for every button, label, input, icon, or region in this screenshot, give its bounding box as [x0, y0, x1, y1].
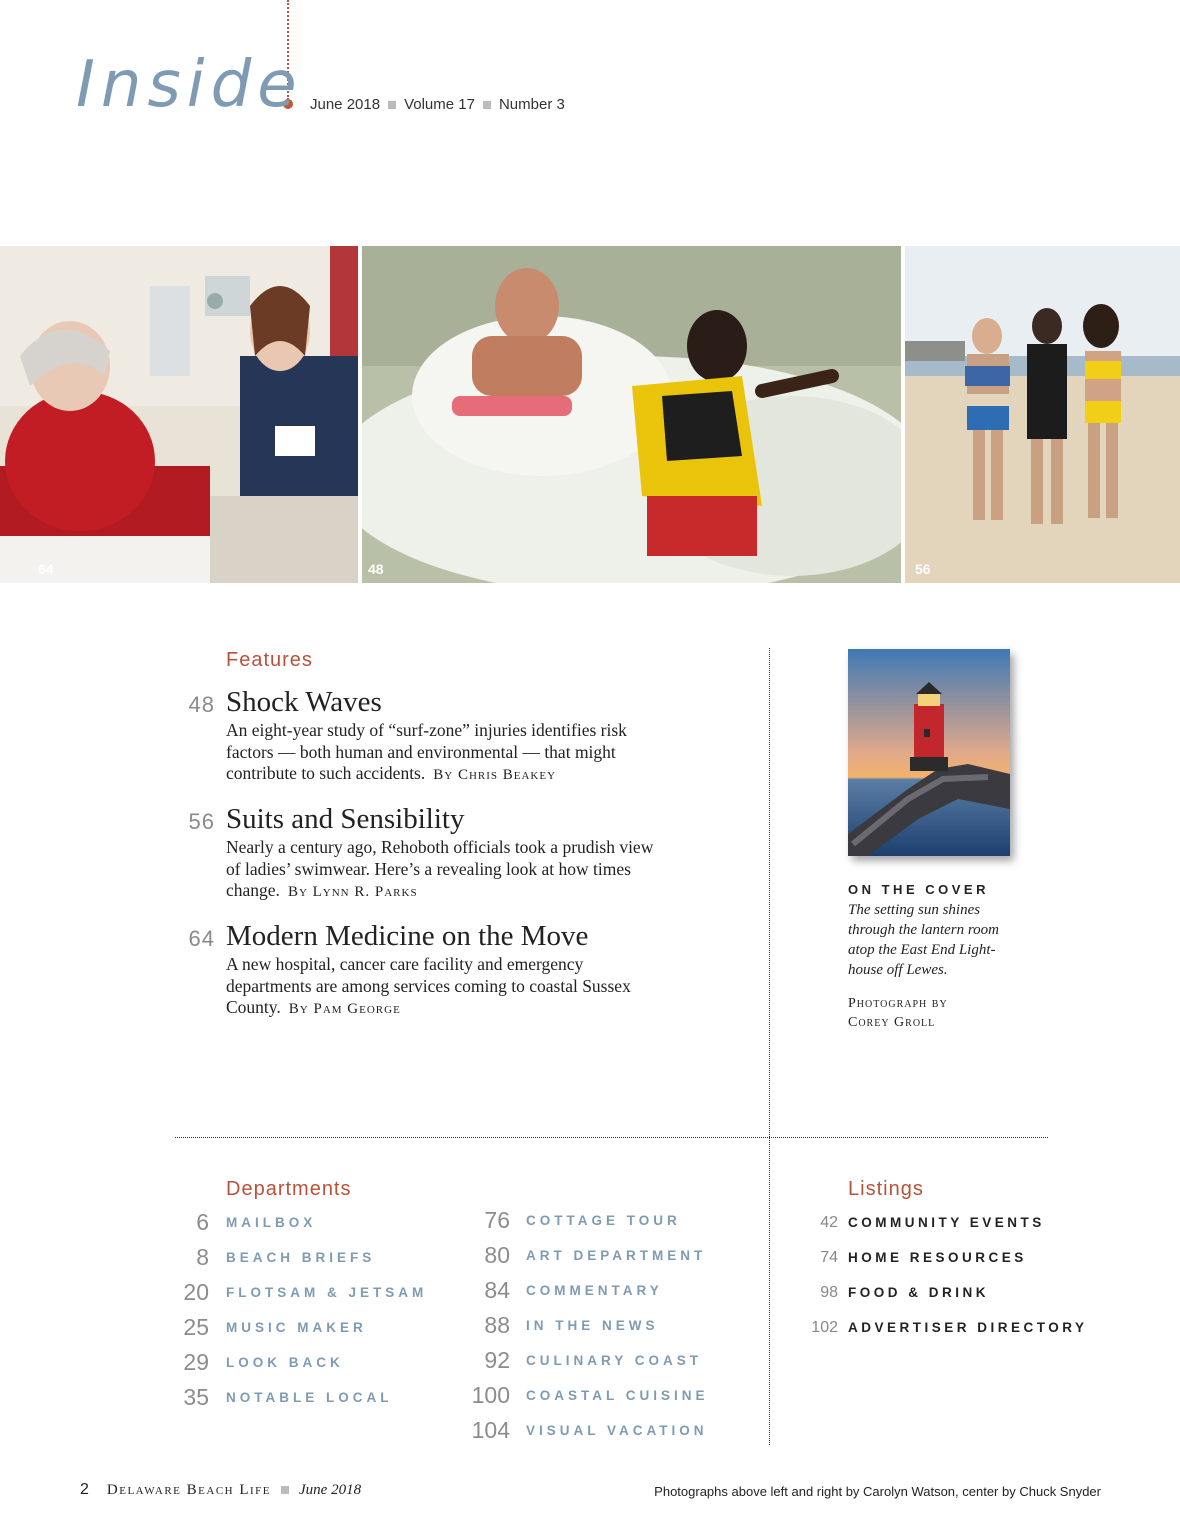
- listing-item[interactable]: [808, 1310, 1088, 1345]
- department-page: 35: [183, 1384, 209, 1410]
- department-label: ART DEPARTMENT: [526, 1248, 707, 1263]
- feature-description: [226, 954, 666, 1021]
- departments-heading: Departments: [226, 1178, 352, 1200]
- footer-page-number: 2: [80, 1481, 89, 1498]
- department-label: LOOK BACK: [226, 1355, 344, 1370]
- department-label: MAILBOX: [226, 1215, 317, 1230]
- department-page: 100: [471, 1382, 510, 1408]
- cover-lighthouse-image: [848, 649, 1010, 856]
- photo-page-number: 48: [368, 561, 384, 577]
- feature-byline: By Lynn R. Parks: [287, 884, 418, 900]
- photo-beach-women[interactable]: [905, 246, 1180, 583]
- department-page: 25: [183, 1314, 209, 1340]
- photo-nurse-patient[interactable]: [0, 246, 358, 583]
- cover-label: ON THE COVER: [848, 882, 989, 897]
- department-label: CULINARY COAST: [526, 1353, 703, 1368]
- cover-credit: [848, 994, 1018, 1032]
- cover-credit-line2: Corey Groll: [848, 1015, 936, 1030]
- department-page: 8: [196, 1244, 209, 1270]
- cover-image[interactable]: [848, 649, 1010, 856]
- feature-page: 64: [188, 926, 215, 951]
- features-heading: Features: [226, 649, 313, 671]
- department-label: BEACH BRIEFS: [226, 1250, 376, 1265]
- listing-item[interactable]: [808, 1275, 1088, 1310]
- photo-page-number: 64: [38, 561, 54, 577]
- feature-page: 56: [188, 809, 215, 834]
- department-item[interactable]: [466, 1273, 709, 1308]
- department-item[interactable]: [466, 1378, 709, 1413]
- feature-item[interactable]: [175, 686, 675, 792]
- department-item[interactable]: [175, 1275, 427, 1310]
- cover-credit-line1: Photograph by: [848, 996, 948, 1011]
- listings-heading: Listings: [848, 1178, 924, 1200]
- department-item[interactable]: [175, 1310, 427, 1345]
- feature-item[interactable]: [175, 803, 675, 909]
- horizontal-divider: [175, 1137, 1048, 1138]
- listing-page: 74: [820, 1248, 838, 1266]
- listing-label: COMMUNITY EVENTS: [848, 1215, 1045, 1230]
- department-label: IN THE NEWS: [526, 1318, 659, 1333]
- department-label: COASTAL CUISINE: [526, 1388, 709, 1403]
- listing-label: ADVERTISER DIRECTORY: [848, 1320, 1088, 1335]
- department-item[interactable]: [466, 1413, 709, 1448]
- feature-description: [226, 837, 666, 904]
- photo-surf-zone[interactable]: [362, 246, 901, 583]
- feature-title: Suits and Sensibility: [226, 803, 465, 835]
- listing-label: FOOD & DRINK: [848, 1285, 989, 1300]
- footer-date: June 2018: [299, 1481, 362, 1498]
- department-item[interactable]: [175, 1345, 427, 1380]
- feature-description-text: An eight-year study of “surf-zone” injuries identifies risk factors — both human and environmental — that might contribute to such accidents.: [226, 720, 627, 783]
- listing-page: 98: [820, 1283, 838, 1301]
- department-item[interactable]: [466, 1238, 709, 1273]
- listing-label: HOME RESOURCES: [848, 1250, 1027, 1265]
- vertical-divider: [769, 648, 770, 1445]
- departments-col-2: [466, 1203, 709, 1448]
- feature-description: [226, 720, 666, 787]
- department-item[interactable]: [175, 1205, 427, 1240]
- separator-square: [483, 101, 491, 109]
- feature-title: Modern Medicine on the Move: [226, 920, 589, 952]
- issue-info: [310, 96, 565, 113]
- department-label: FLOTSAM & JETSAM: [226, 1285, 428, 1300]
- feature-description-text: Nearly a century ago, Rehoboth officials took a prudish view of ladies’ swimwear. Here’s a revealing look at how times change.: [226, 837, 654, 900]
- department-label: COTTAGE TOUR: [526, 1213, 681, 1228]
- department-label: NOTABLE LOCAL: [226, 1390, 393, 1405]
- footer-folio: [80, 1481, 361, 1499]
- listing-item[interactable]: [808, 1205, 1088, 1240]
- feature-byline: By Chris Beakey: [433, 767, 557, 783]
- photo-beach-women-image: [905, 246, 1180, 583]
- listings-list: [808, 1205, 1088, 1345]
- departments-col-1: [175, 1205, 427, 1415]
- department-page: 84: [484, 1277, 510, 1303]
- feature-title: Shock Waves: [226, 686, 382, 718]
- feature-byline: By Pam George: [288, 1001, 401, 1017]
- listing-item[interactable]: [808, 1240, 1088, 1275]
- issue-date: June 2018: [310, 96, 381, 113]
- photo-nurse-patient-image: [0, 246, 358, 583]
- department-page: 88: [484, 1312, 510, 1338]
- separator-square: [281, 1486, 289, 1494]
- department-item[interactable]: [466, 1203, 709, 1238]
- cover-caption: The setting sun shines through the lantern room atop the East End Light-house off Lewes.: [848, 902, 999, 978]
- feature-description-text: A new hospital, cancer care facility and emergency departments are among services coming to coastal Sussex County.: [226, 954, 631, 1017]
- footer-photo-credits: Photographs above left and right by Carolyn Watson, center by Chuck Snyder: [654, 1484, 1101, 1499]
- department-page: 80: [484, 1242, 510, 1268]
- department-page: 104: [471, 1417, 510, 1443]
- department-page: 20: [183, 1279, 209, 1305]
- listing-page: 42: [820, 1213, 838, 1231]
- issue-volume: Volume 17: [404, 96, 475, 113]
- department-item[interactable]: [175, 1240, 427, 1275]
- photo-surf-zone-image: [362, 246, 901, 583]
- department-page: 92: [484, 1347, 510, 1373]
- department-label: COMMENTARY: [526, 1283, 663, 1298]
- feature-item[interactable]: [175, 920, 675, 1026]
- department-item[interactable]: [466, 1308, 709, 1343]
- department-page: 29: [183, 1349, 209, 1375]
- department-page: 76: [484, 1207, 510, 1233]
- photo-page-number: 56: [915, 561, 931, 577]
- department-item[interactable]: [175, 1380, 427, 1415]
- separator-square: [388, 101, 396, 109]
- issue-number: Number 3: [498, 96, 565, 113]
- feature-page: 48: [188, 692, 215, 717]
- listing-page: 102: [811, 1318, 838, 1336]
- footer-magazine-name: Delaware Beach Life: [106, 1481, 272, 1498]
- department-item[interactable]: [466, 1343, 709, 1378]
- page-title: Inside: [76, 48, 303, 122]
- department-page: 6: [196, 1209, 209, 1235]
- department-label: VISUAL VACATION: [526, 1423, 708, 1438]
- department-label: MUSIC MAKER: [226, 1320, 367, 1335]
